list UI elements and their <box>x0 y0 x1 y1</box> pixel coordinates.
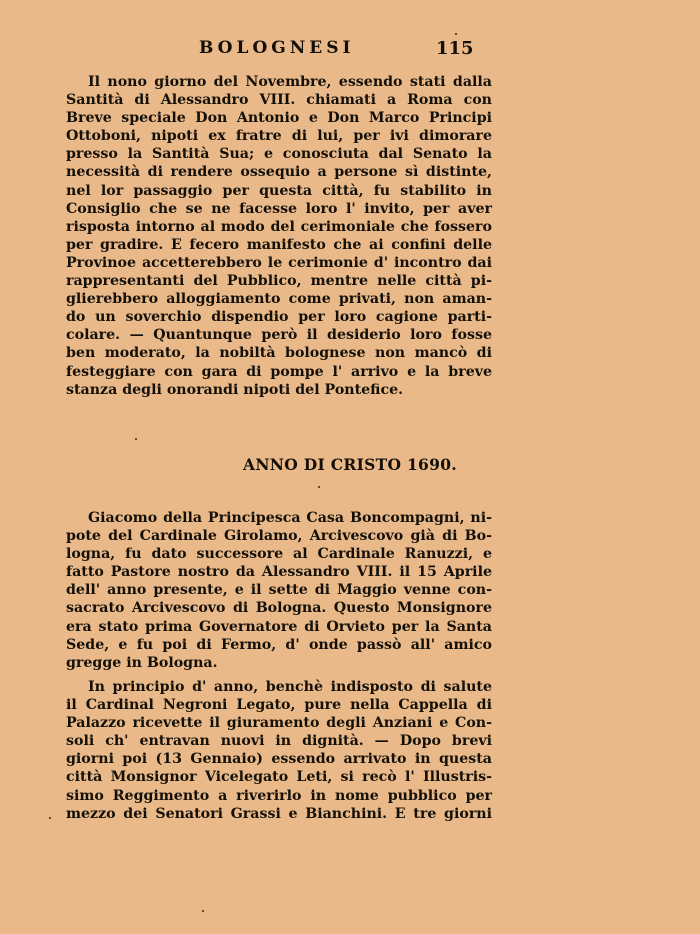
ink-speck <box>455 33 457 35</box>
text-line: ben moderato, la nobiltà bolognese non mancò di <box>66 345 492 362</box>
text-line: In principio d' anno, benchè indisposto di salute <box>88 679 492 695</box>
ink-speck <box>202 910 204 912</box>
text-line: Santità di Alessandro VIII. chiamati a Roma con <box>66 92 492 109</box>
text-line: il Cardinal Negroni Legato, pure nella Cappella di <box>66 697 492 714</box>
text-line: per gradire. E fecero manifesto che ai confini delle <box>66 236 492 253</box>
text-line: presso la Santità Sua; e conosciuta dal Senato la <box>66 146 492 163</box>
running-head-title: BOLOGNESI <box>199 38 355 58</box>
paragraph-boncompagni <box>66 509 492 672</box>
page-number: 115 <box>436 38 474 59</box>
running-head <box>0 38 700 62</box>
text-line: Sede, e fu poi di Fermo, d' onde passò all' amico <box>66 636 492 653</box>
section-heading-anno-1690: ANNO DI CRISTO 1690. <box>243 455 457 474</box>
ink-speck <box>49 817 51 819</box>
text-line: Consiglio che se ne facesse loro l' invito, per aver <box>66 200 492 217</box>
paragraph-principio-anno <box>66 678 492 823</box>
text-line: Giacomo della Principesca Casa Boncompagni, ni- <box>88 510 492 526</box>
text-line: logna, fu dato successore al Cardinale Ranuzzi, e <box>66 546 492 563</box>
text-line: Palazzo ricevette il giuramento degli Anziani e Con- <box>66 715 492 732</box>
text-line: nel lor passaggio per questa città, fu stabilito in <box>66 182 492 199</box>
text-line: simo Reggimento a riverirlo in nome pubblico per <box>66 787 492 804</box>
text-line: giorni poi (13 Gennaio) essendo arrivato in questa <box>66 751 492 768</box>
paragraph-novembre <box>66 73 492 399</box>
text-line: glierebbero alloggiamento come privati, non aman- <box>66 291 492 308</box>
text-line: Breve speciale Don Antonio e Don Marco Principi <box>66 110 492 127</box>
text-line: rappresentanti del Pubblico, mentre nelle città pi- <box>66 273 492 290</box>
text-line: risposta intorno al modo del cerimoniale che fossero <box>66 218 492 235</box>
text-line: era stato prima Governatore di Orvieto per la Santa <box>66 618 492 635</box>
text-line: gregge in Bologna. <box>66 654 218 671</box>
ink-speck <box>135 438 137 440</box>
text-line: pote del Cardinale Girolamo, Arcivescovo già di Bo- <box>66 528 492 545</box>
text-line: colare. — Quantunque però il desiderio loro fosse <box>66 327 492 344</box>
text-line: Provinoe accetterebbero le cerimonie d' incontro dai <box>66 254 492 271</box>
text-line: Ottoboni, nipoti ex fratre di lui, per ivi dimorare <box>66 128 492 145</box>
text-line: necessità di rendere ossequio a persone sì distinte, <box>66 164 492 181</box>
text-line: sacrato Arcivescovo di Bologna. Questo Monsignore <box>66 600 492 617</box>
text-line: soli ch' entravan nuovi in dignità. — Dopo brevi <box>66 733 492 750</box>
text-line: dell' anno presente, e il sette di Maggio venne con- <box>66 582 492 599</box>
text-line: stanza degli onorandi nipoti del Pontefice. <box>66 381 404 398</box>
ink-speck <box>318 486 320 488</box>
text-line: città Monsignor Vicelegato Leti, si recò l' Illustris- <box>66 769 492 786</box>
text-line: fatto Pastore nostro da Alessandro VIII. il 15 Aprile <box>66 564 492 581</box>
text-line: festeggiare con gara di pompe l' arrivo e la breve <box>66 363 492 380</box>
text-line: Il nono giorno del Novembre, essendo stati dalla <box>88 74 492 90</box>
text-line: do un soverchio dispendio per loro cagione parti- <box>66 309 492 326</box>
text-line: mezzo dei Senatori Grassi e Bianchini. E tre giorni <box>66 805 492 822</box>
